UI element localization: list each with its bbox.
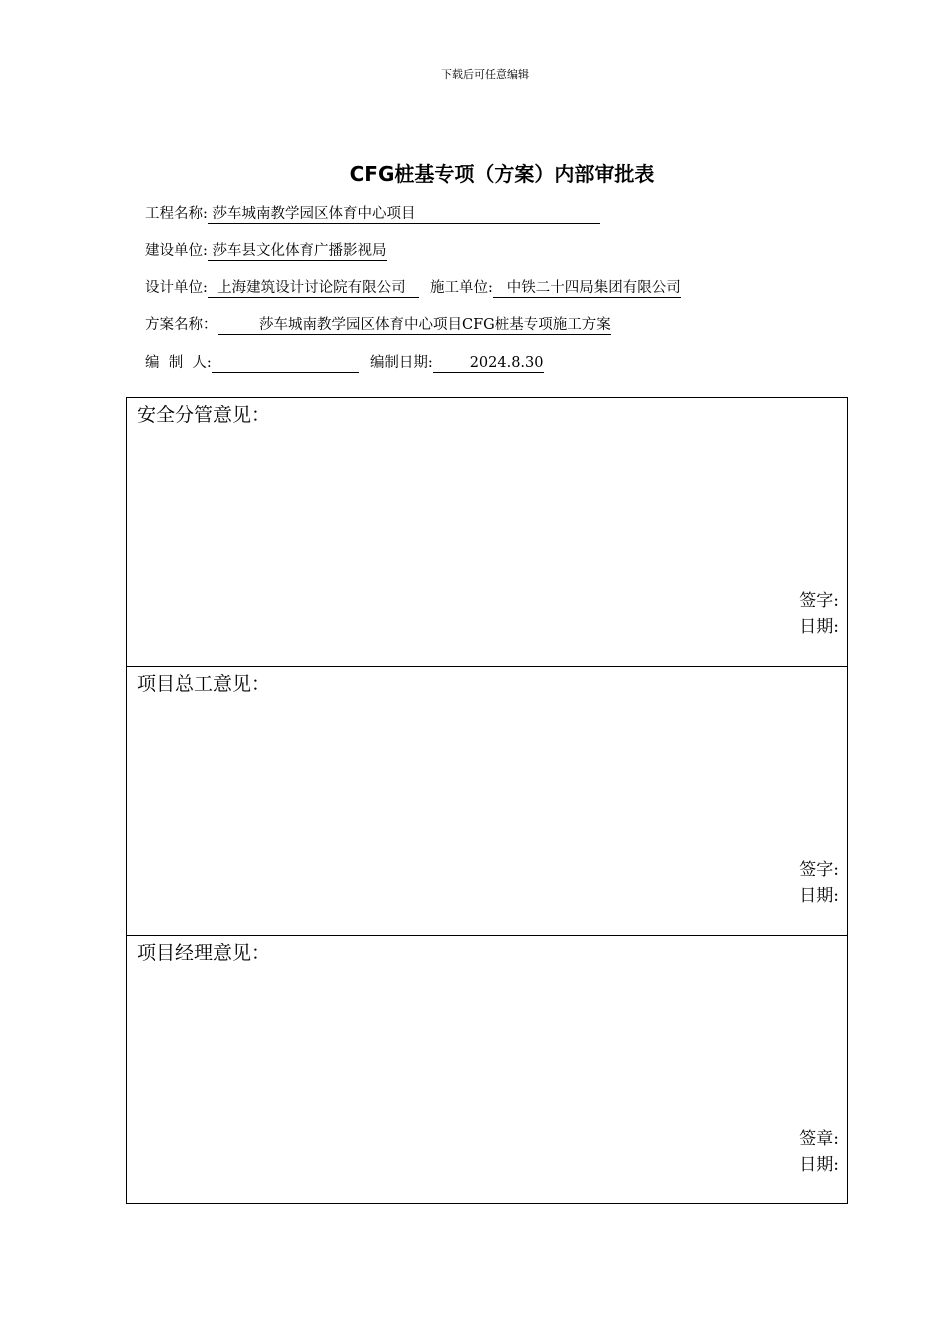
builder-label: 建设单位:: [145, 243, 208, 259]
safety-opinion-section: [127, 398, 847, 667]
date-label: 日期:: [799, 617, 839, 637]
project-name-label: 工程名称:: [145, 206, 208, 222]
section-title: 安全分管意见：: [137, 404, 271, 426]
builder-row: [145, 239, 387, 261]
signature-block: [799, 588, 839, 640]
preparer-label: 编 制 人:: [145, 355, 212, 371]
chief-engineer-opinion-section: [127, 667, 847, 936]
project-manager-opinion-section: [127, 936, 847, 1203]
contractor-label: 施工单位:: [430, 280, 493, 296]
seal-label: 签章:: [799, 1129, 839, 1149]
date-label: 编制日期:: [369, 355, 433, 371]
preparer-value: [212, 355, 360, 373]
sign-label: 签字:: [799, 860, 839, 880]
approval-table: [126, 397, 848, 1204]
signature-block: [799, 857, 839, 909]
signature-block: [799, 1126, 839, 1178]
section-title: 项目经理意见：: [137, 942, 271, 964]
designer-value: 上海建筑设计讨论院有限公司: [207, 280, 420, 296]
sign-label: 签字:: [799, 591, 839, 611]
date-label: 日期:: [799, 1155, 839, 1175]
date-value: 2024.8.30: [432, 355, 544, 371]
preparer-row: [145, 351, 544, 373]
builder-value: 莎车县文化体育广播影视局: [207, 243, 387, 259]
contractor-value: 中铁二十四局集团有限公司: [492, 280, 681, 296]
header-note: 下载后可任意编辑: [441, 68, 529, 81]
project-name-value: 莎车城南教学园区体育中心项目: [207, 206, 600, 222]
section-title: 项目总工意见：: [137, 673, 271, 695]
plan-name-label: 方案名称：: [145, 317, 218, 333]
plan-name-value: 莎车城南教学园区体育中心项目CFG桩基专项施工方案: [217, 317, 611, 333]
date-label: 日期:: [799, 886, 839, 906]
designer-contractor-row: [145, 276, 681, 298]
designer-label: 设计单位:: [145, 280, 208, 296]
page-title: CFG桩基专项（方案）内部审批表: [349, 162, 655, 186]
plan-name-row: [145, 313, 611, 335]
project-name-row: [145, 202, 600, 224]
